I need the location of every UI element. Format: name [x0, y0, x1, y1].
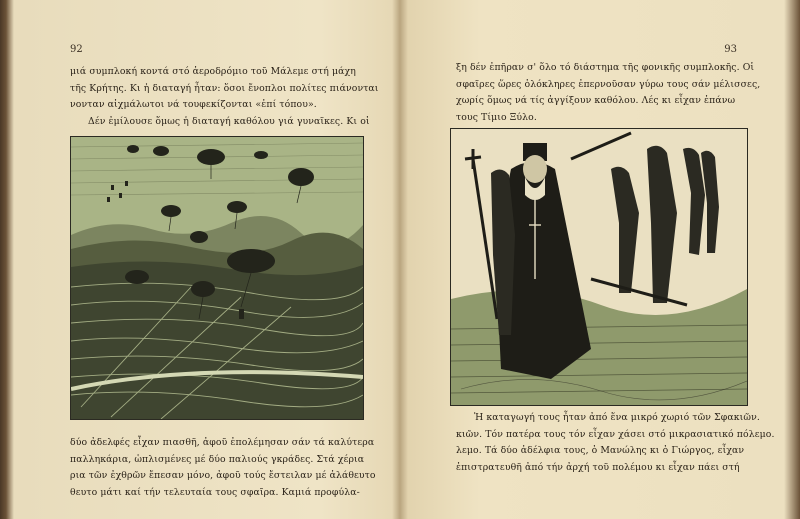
- parachutists-woodcut-image: [71, 137, 363, 419]
- priest-and-fighters-illustration: [450, 128, 748, 406]
- text-line: κιῶν. Τόν πατέρα τους τόν εἶχαν χάσει στό μικρασιατικό πόλεμο.: [456, 428, 775, 440]
- page-number: 93: [724, 44, 737, 55]
- text-line: λεμο. Τά δύο ἀδέλφια τους, ὁ Μανώλης κι ὁ Γιώργος, εἶχαν: [456, 445, 745, 457]
- text-line: ξη δέν ἐπῆραν σ' ὅλο τό διάστημα τῆς φονικῆς συμπλοκῆς. Οἱ: [456, 62, 755, 73]
- right-page: [402, 0, 792, 519]
- left-top-text: [70, 64, 379, 130]
- text-line: ἐπιστρατευθῆ ἀπό τήν ἀρχή τοῦ πολέμου κι εἶχαν πάει στή: [456, 461, 740, 473]
- left-bottom-text: [70, 435, 376, 501]
- text-line: ρια τῶν ἐχθρῶν ἔπεσαν μόνο, ἀφοῦ τούς ἔστειλαν μέ ἀλάθευτο: [70, 470, 376, 482]
- text-line: χωρίς ὅμως νά τίς ἀγγίξουν καθόλου. Λές κι εἶχαν ἐπάνω: [456, 95, 736, 107]
- text-line: Δέν ἐμίλουσε ὅμως ἡ διαταγή καθόλου γιά γυναῖκες. Κι οἱ: [88, 115, 370, 127]
- text-line: μιά συμπλοκή κοντά στό ἀεροδρόμιο τοῦ Μάλεμε στή μάχη: [70, 66, 356, 77]
- left-page: [10, 0, 398, 519]
- text-line: σφαῖρες ὥρες ὁλόκληρες ἐπερνοῦσαν γύρω τους σάν μέλισσες,: [456, 78, 761, 90]
- text-line: τῆς Κρήτης. Κι ἡ διαταγή ἦταν: ὅσοι ἔνοπλοι πολίτες πιάνονται: [70, 82, 379, 94]
- text-line: τους Τίμιο Ξύλο.: [456, 111, 537, 123]
- priest-and-fighters-woodcut-image: [451, 129, 747, 405]
- right-bottom-text: [456, 410, 775, 476]
- page-number: 92: [70, 44, 83, 55]
- text-line: δύο ἀδελφές εἶχαν πιασθῆ, ἀφοῦ ἐπολέμησαν σάν τά καλύτερα: [70, 437, 375, 448]
- text-line: θευτο μάτι καί τήν τελευταία τους σφαῖρα. Καμιά προφύλα-: [70, 486, 360, 498]
- parachutists-illustration: [70, 136, 364, 420]
- right-top-text: [456, 60, 760, 126]
- text-line: Ἡ καταγωγή τους ἦταν ἀπό ἕνα μικρό χωριό τῶν Σφακιῶν.: [474, 412, 760, 423]
- text-line: παλληκάρια, ὡπλισμένες μέ δύο παλιούς γκράδες. Στά χέρια: [70, 453, 365, 465]
- text-line: νονταν αἰχμάλωτοι νά τουφεκίζονται «ἐπί τόπου».: [70, 99, 317, 111]
